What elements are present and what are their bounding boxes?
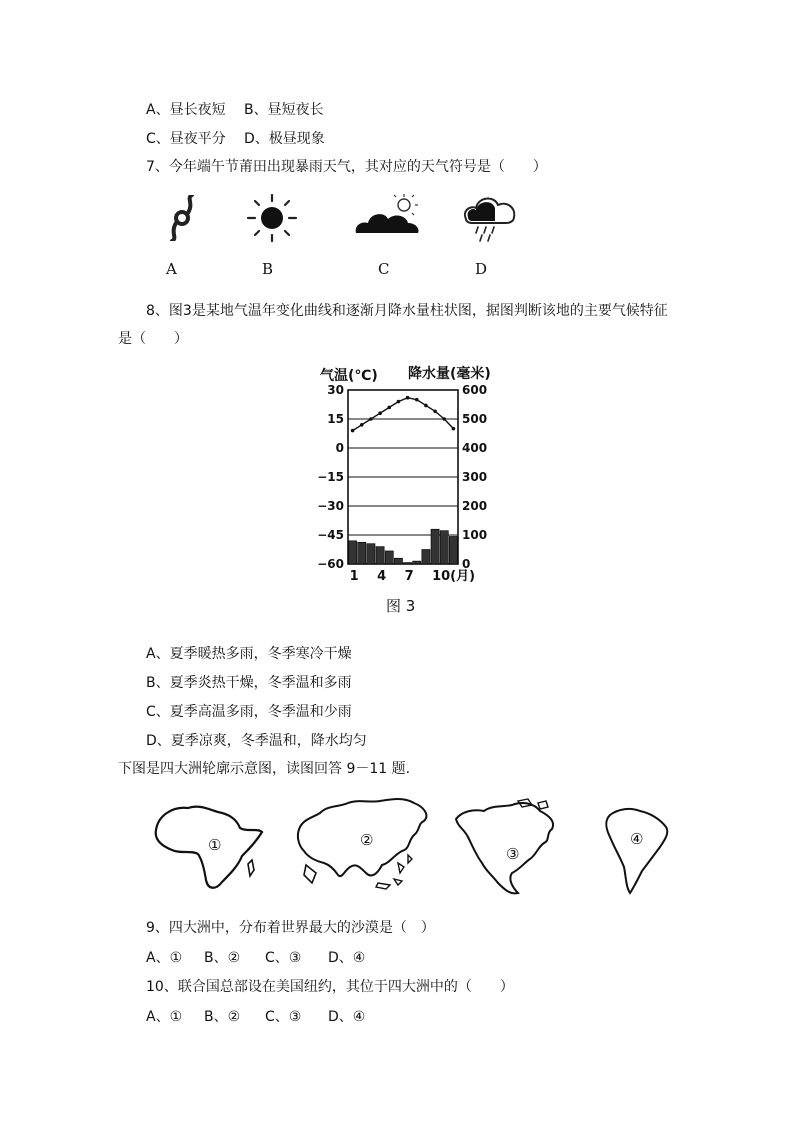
south-america-outline <box>602 805 674 895</box>
q6-option-d: D、极昼现象 <box>244 131 325 147</box>
q9-option-d: D、④ <box>328 950 366 966</box>
q9-options <box>146 948 365 968</box>
left-tick-label: −30 <box>317 499 344 513</box>
q8-question-line1: 8、图3是某地气温年变化曲线和逐渐月降水量柱状图，据图判断该地的主要气候特征 <box>146 303 668 319</box>
sun-behind-cloud-icon <box>352 193 424 237</box>
right-axis-title: 降水量(毫米) <box>408 366 491 382</box>
symbol-label-d: D <box>475 260 488 278</box>
temperature-point-1 <box>351 429 355 433</box>
temperature-line <box>353 398 454 431</box>
temperature-point-7 <box>406 396 410 400</box>
left-axis-title: 气温(℃) <box>320 368 378 384</box>
q9-option-c: C、③ <box>265 950 302 966</box>
q9-option-a: A、① <box>146 950 183 966</box>
left-tick-label: −45 <box>317 528 344 542</box>
sun-icon <box>244 193 300 243</box>
symbol-label-a: A <box>166 260 177 278</box>
x-tick-label: 10(月) <box>432 569 476 584</box>
right-tick-label: 400 <box>462 441 488 455</box>
q9-question: 9、四大洲中，分布着世界最大的沙漠是（ ） <box>146 920 435 936</box>
temperature-point-10 <box>433 409 437 413</box>
q6-option-c: C、昼夜平分 <box>146 131 226 147</box>
weather-symbols <box>150 185 550 285</box>
left-tick-label: −15 <box>317 470 344 484</box>
precip-bar-7 <box>404 563 412 564</box>
left-tick-label: −60 <box>317 557 344 571</box>
q10-option-b: B、② <box>204 1009 241 1025</box>
right-tick-label: 500 <box>462 412 488 426</box>
right-tick-label: 600 <box>462 383 488 397</box>
q10-option-d: D、④ <box>328 1009 366 1025</box>
precip-bar-10 <box>431 529 439 564</box>
continent-outlines <box>148 793 678 903</box>
right-tick-label: 200 <box>462 499 488 513</box>
continent-label-2: ② <box>360 831 374 849</box>
q6-option-a: A、昼长夜短 <box>146 102 226 118</box>
temperature-point-4 <box>378 411 382 415</box>
temperature-point-5 <box>387 406 391 410</box>
q10-option-a: A、① <box>146 1009 183 1025</box>
rain-cloud-icon <box>460 191 518 243</box>
temperature-point-3 <box>369 417 373 421</box>
q8-question-line2: 是（ ） <box>118 331 188 347</box>
symbol-label-b: B <box>262 260 274 278</box>
temperature-point-12 <box>452 427 456 431</box>
temperature-point-8 <box>415 398 419 402</box>
x-tick-label: 4 <box>377 569 387 584</box>
precip-bar-5 <box>385 551 393 564</box>
figure-caption: 图 3 <box>386 597 416 615</box>
q6-option-b: B、昼短夜长 <box>244 102 324 118</box>
precip-bar-2 <box>358 542 366 564</box>
continent-label-1: ① <box>208 836 222 854</box>
precip-bar-12 <box>449 536 457 564</box>
continent-label-4: ④ <box>630 830 644 848</box>
temperature-point-9 <box>424 404 428 408</box>
temperature-point-11 <box>442 417 446 421</box>
left-tick-label: 15 <box>327 412 344 426</box>
q10-options <box>146 1007 365 1027</box>
q9-option-b: B、② <box>204 950 241 966</box>
precip-bar-4 <box>376 547 384 564</box>
q8-option-c: C、夏季高温多雨，冬季温和少雨 <box>146 704 352 720</box>
continents-intro: 下图是四大洲轮廓示意图，读图回答 9－11 题. <box>118 761 411 777</box>
q10-option-c: C、③ <box>265 1009 302 1025</box>
typhoon-icon <box>164 195 200 241</box>
q6-options-row1 <box>146 100 324 120</box>
precip-bar-9 <box>422 550 430 565</box>
q7-question: 7、今年端午节莆田出现暴雨天气，其对应的天气符号是（ ） <box>146 159 547 175</box>
right-tick-label: 0 <box>462 557 471 571</box>
climate-chart <box>312 360 512 590</box>
temperature-point-6 <box>397 400 401 404</box>
q8-option-a: A、夏季暖热多雨，冬季寒冷干燥 <box>146 646 352 662</box>
temperature-point-2 <box>360 423 364 427</box>
x-tick-label: 7 <box>404 569 414 584</box>
right-tick-label: 300 <box>462 470 488 484</box>
symbol-label-c: C <box>378 260 390 278</box>
q6-options-row2 <box>146 129 325 149</box>
x-tick-label: 1 <box>349 569 359 584</box>
continent-label-3: ③ <box>506 845 520 863</box>
left-tick-label: 30 <box>327 383 344 397</box>
q10-question: 10、联合国总部设在美国纽约，其位于四大洲中的（ ） <box>146 979 514 995</box>
q8-option-b: B、夏季炎热干燥，冬季温和多雨 <box>146 675 352 691</box>
precip-bar-3 <box>367 544 375 564</box>
q8-option-d: D、夏季凉爽，冬季温和，降水均匀 <box>146 733 367 749</box>
precip-bar-6 <box>394 558 402 564</box>
right-tick-label: 100 <box>462 528 488 542</box>
precip-bar-11 <box>440 531 448 564</box>
precip-bar-1 <box>349 541 357 564</box>
precip-bar-8 <box>413 561 421 564</box>
left-tick-label: 0 <box>335 441 344 455</box>
